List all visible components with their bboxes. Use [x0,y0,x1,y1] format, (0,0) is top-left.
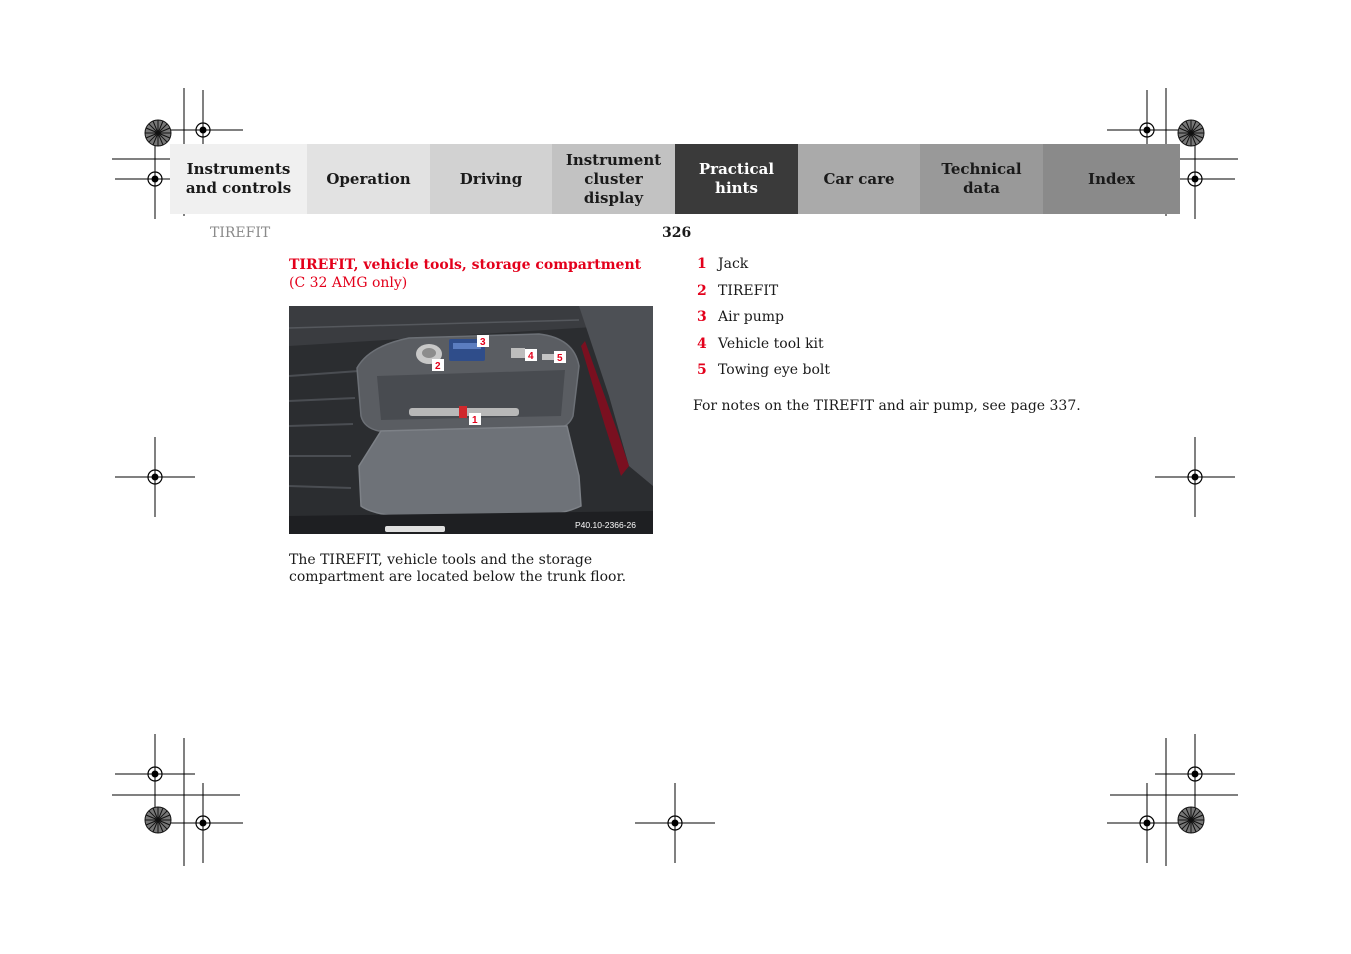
callout-2: 2 [435,361,441,372]
tab-label: Driving [459,169,523,188]
figure-caption: The TIREFIT, vehicle tools and the storage compartment are located below the trunk floor. [289,552,627,585]
tab-driving[interactable] [430,144,552,214]
trunk-illustration [289,306,653,534]
legend-label: Towing eye bolt [718,362,830,379]
cross-reference-note: For notes on the TIREFIT and air pump, see page 337. [693,398,1081,414]
legend-label: Air pump [718,309,784,326]
legend-item [697,362,830,389]
legend-number: 2 [697,282,707,299]
legend-number: 3 [697,309,707,326]
legend-item [697,309,830,336]
callout-3: 3 [480,337,486,348]
legend-label: Vehicle tool kit [718,335,824,352]
legend-number: 1 [697,256,707,272]
legend-item [697,256,830,283]
tab-car-care[interactable] [798,144,920,214]
tab-index[interactable] [1043,144,1180,214]
section-header: TIREFIT [210,225,271,241]
tab-label: Operation [326,169,411,188]
tab-label: Index [1088,169,1135,188]
callout-legend [697,256,830,389]
legend-item [697,283,830,310]
section-title: TIREFIT, vehicle tools, storage compartment [289,257,642,273]
legend-label: Jack [718,256,749,272]
tab-instruments-and-controls[interactable] [170,144,307,214]
tab-technical-data[interactable] [920,144,1043,214]
legend-label: TIREFIT [718,282,779,299]
tab-instrument-cluster-display[interactable] [552,144,675,214]
page-number: 326 [662,225,692,241]
tab-practical-hints[interactable] [675,144,798,214]
figure-code: P40.10-2366-26 [575,520,636,530]
tab-label: Practical hints [698,160,775,197]
tab-label: Car care [823,169,895,188]
callout-4: 4 [528,351,534,362]
section-subtitle: (C 32 AMG only) [289,275,408,291]
tab-label: Instrument cluster display [565,150,662,207]
tab-label: Instruments and controls [185,160,292,197]
legend-number: 4 [697,335,707,352]
chapter-tab-bar [170,144,1180,214]
callout-1: 1 [472,415,478,426]
legend-number: 5 [697,362,707,379]
legend-item [697,336,830,363]
tab-label: Technical data [941,160,1022,197]
tab-operation[interactable] [307,144,430,214]
callout-5: 5 [557,353,563,364]
